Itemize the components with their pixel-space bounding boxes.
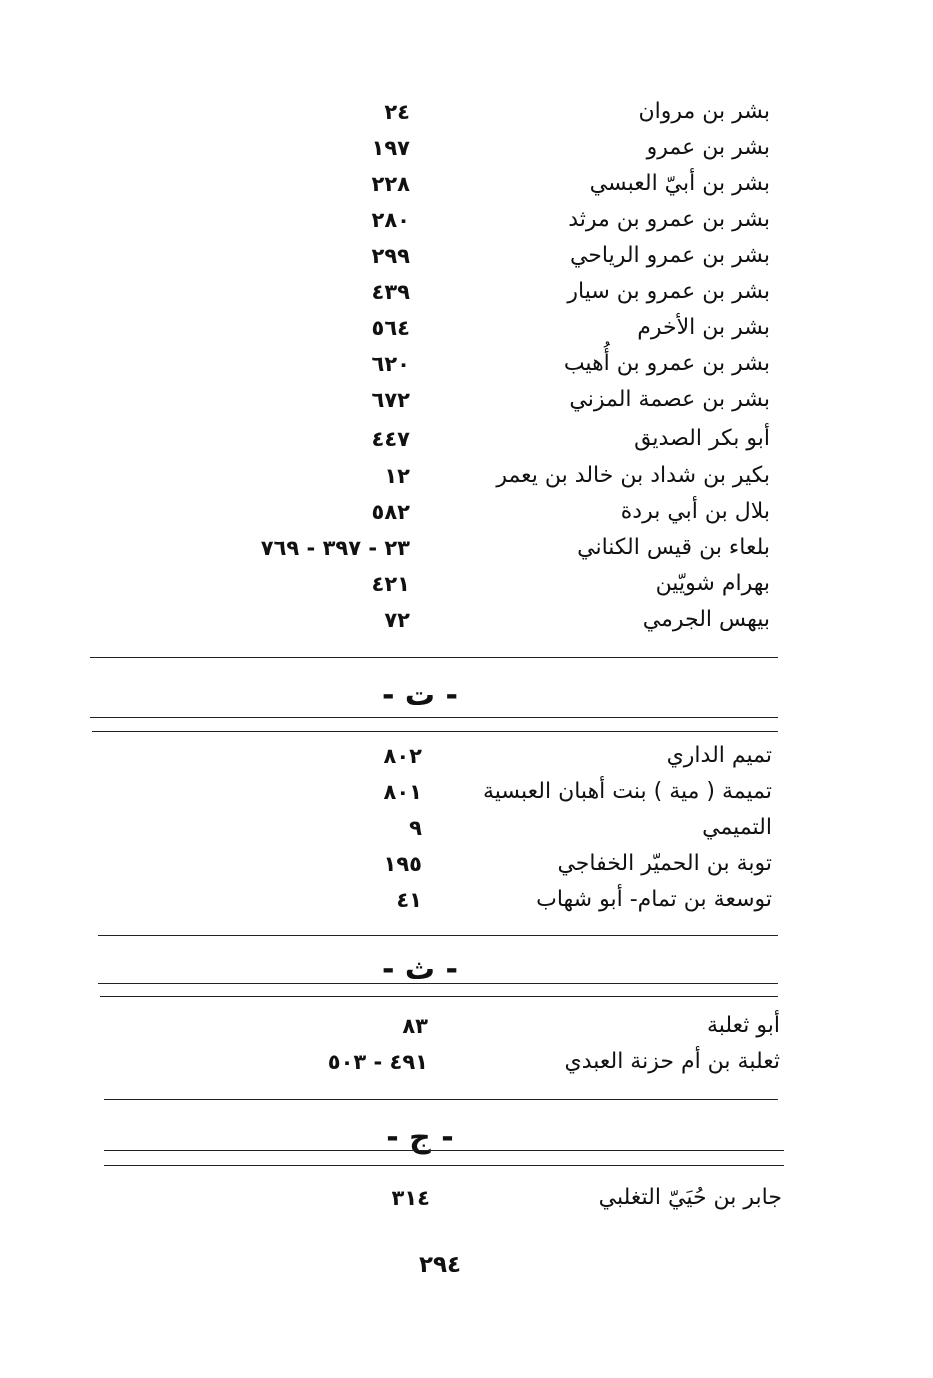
entry-name: التميمي bbox=[702, 815, 772, 840]
section-divider bbox=[100, 996, 778, 997]
entry-pages: ٩ bbox=[409, 816, 422, 840]
entry-name: بشر بن مروان bbox=[638, 99, 770, 124]
index-entry bbox=[90, 421, 770, 457]
entry-pages: ١٢ bbox=[384, 464, 410, 488]
index-entry bbox=[90, 274, 770, 310]
entry-name: بشر بن عمرو بن أُهيب bbox=[563, 351, 770, 376]
section-letter-heading: - ج - bbox=[386, 1120, 454, 1155]
index-entry bbox=[90, 566, 770, 602]
entry-pages: ٢٩٩ bbox=[371, 244, 410, 268]
entry-pages: ٥٦٤ bbox=[371, 316, 410, 340]
index-entry bbox=[90, 1044, 780, 1080]
index-entry bbox=[90, 1008, 780, 1044]
index-entry bbox=[90, 94, 770, 130]
page-number: ٢٩٤ bbox=[418, 1252, 462, 1278]
entry-name: بشر بن عمرو بن سيار bbox=[567, 279, 770, 304]
entry-pages: ٤٢١ bbox=[371, 572, 410, 596]
index-entry bbox=[90, 810, 772, 846]
section-divider bbox=[98, 935, 778, 936]
entry-name: بشر بن أبيّ العبسي bbox=[589, 171, 770, 196]
entry-pages: ٧٢ bbox=[384, 608, 410, 632]
entry-pages: ٢٣ - ٣٩٧ - ٧٦٩ bbox=[260, 536, 410, 560]
section-letter-heading: - ث - bbox=[382, 952, 458, 987]
index-entry bbox=[90, 774, 772, 810]
entry-pages: ٦٧٢ bbox=[371, 388, 410, 412]
entry-pages: ٨٠١ bbox=[383, 780, 422, 804]
entry-pages: ٦٢٠ bbox=[371, 352, 410, 376]
section-divider bbox=[104, 1099, 778, 1100]
index-entry bbox=[90, 130, 770, 166]
index-entry bbox=[90, 530, 770, 566]
entry-pages: ٤٣٩ bbox=[371, 280, 410, 304]
index-entry bbox=[90, 202, 770, 238]
entry-name: بشر بن عمرو bbox=[646, 135, 770, 160]
entry-name: بلعاء بن قيس الكناني bbox=[577, 535, 770, 560]
section-divider bbox=[104, 1165, 784, 1166]
entry-pages: ٤٤٧ bbox=[371, 427, 410, 451]
entry-pages: ٨٠٢ bbox=[383, 744, 422, 768]
entry-pages: ١٩٥ bbox=[383, 852, 422, 876]
index-entry bbox=[90, 738, 772, 774]
entry-name: جابر بن حُيَيّ التغلبي bbox=[598, 1185, 782, 1210]
entry-pages: ٢٢٨ bbox=[371, 172, 410, 196]
index-entry bbox=[90, 1180, 782, 1216]
entry-name: بشر بن الأخرم bbox=[637, 315, 770, 340]
entry-name: بكير بن شداد بن خالد بن يعمر bbox=[496, 463, 770, 488]
index-entry bbox=[90, 458, 770, 494]
entry-name: ثعلبة بن أم حزنة العبدي bbox=[564, 1049, 780, 1074]
entry-pages: ٢٨٠ bbox=[371, 208, 410, 232]
entry-pages: ٤٩١ - ٥٠٣ bbox=[327, 1050, 428, 1074]
index-entry bbox=[90, 846, 772, 882]
entry-name: توبة بن الحميّر الخفاجي bbox=[557, 851, 772, 876]
section-letter-heading: - ت - bbox=[382, 678, 458, 713]
index-entry bbox=[90, 346, 770, 382]
entry-name: توسعة بن تمام- أبو شهاب bbox=[536, 887, 772, 912]
index-entry bbox=[90, 238, 770, 274]
index-entry bbox=[90, 602, 770, 638]
entry-name: بشر بن عمرو الرياحي bbox=[569, 243, 770, 268]
entry-name: بلال بن أبي بردة bbox=[620, 499, 770, 524]
entry-name: تميمة ( مية ) بنت أهبان العبسية bbox=[482, 779, 772, 804]
entry-name: بشر بن عصمة المزني bbox=[569, 387, 770, 412]
entry-pages: ٨٣ bbox=[402, 1014, 428, 1038]
entry-pages: ٣١٤ bbox=[391, 1186, 430, 1210]
section-divider bbox=[90, 717, 778, 718]
index-entry bbox=[90, 494, 770, 530]
index-entry bbox=[90, 166, 770, 202]
section-divider bbox=[90, 657, 778, 658]
entry-name: بهرام شويّين bbox=[655, 571, 770, 596]
entry-pages: ٥٨٢ bbox=[371, 500, 410, 524]
entry-pages: ٢٤ bbox=[384, 100, 410, 124]
entry-name: أبو بكر الصديق bbox=[634, 426, 770, 451]
entry-name: تميم الداري bbox=[666, 743, 772, 768]
index-entry bbox=[90, 310, 770, 346]
section-divider bbox=[92, 731, 778, 732]
entry-name: أبو ثعلبة bbox=[706, 1013, 780, 1038]
index-entry bbox=[90, 882, 772, 918]
section-divider bbox=[98, 983, 778, 984]
entry-pages: ١٩٧ bbox=[371, 136, 410, 160]
entry-name: بشر بن عمرو بن مرثد bbox=[568, 207, 770, 232]
section-divider bbox=[104, 1150, 784, 1151]
entry-name: بيهس الجرمي bbox=[642, 607, 770, 632]
entry-pages: ٤١ bbox=[396, 888, 422, 912]
index-entry bbox=[90, 382, 770, 418]
